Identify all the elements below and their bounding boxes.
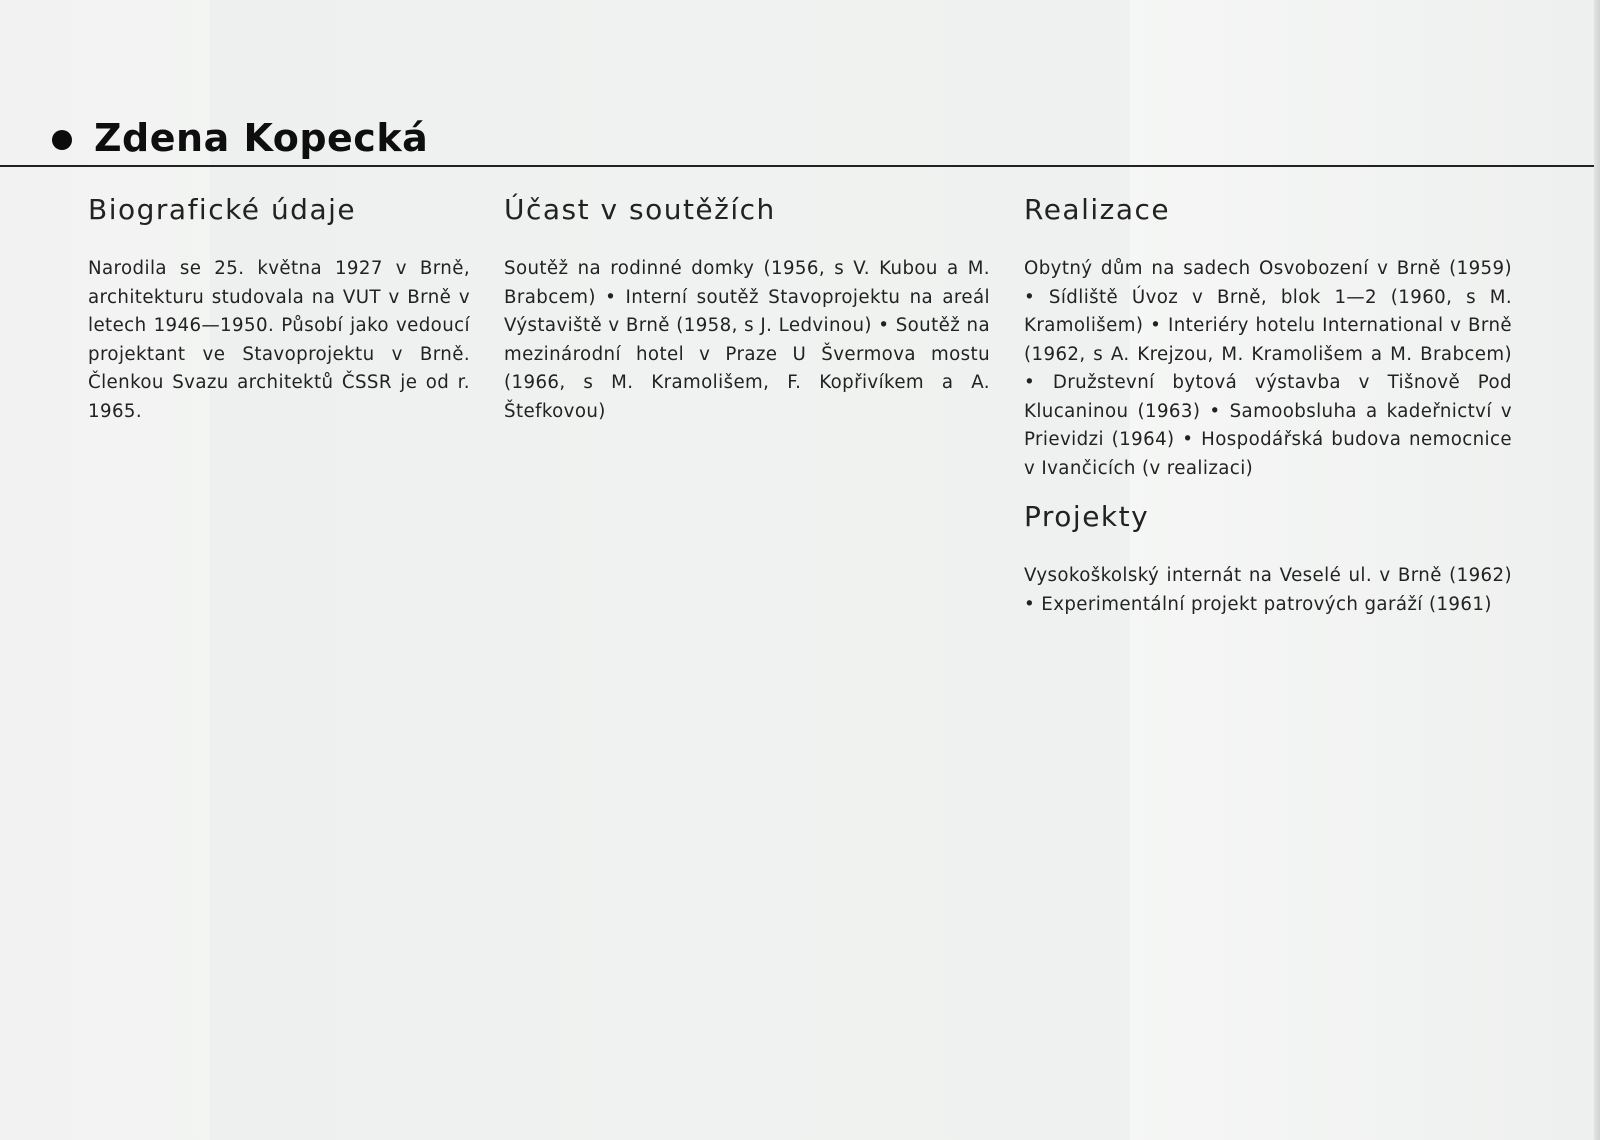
biography-section [88, 190, 470, 426]
show-through-image [210, 0, 1130, 1140]
biography-heading: Biografické údaje [88, 193, 357, 226]
competitions-text: Soutěž na rodinné domky (1956, s V. Kubou a M. Brabcem) • Interní soutěž Stavoprojektu na areál Výstaviště v Brně (1958, s J. Ledvinou) • Soutěž na mezinárodní hotel v Praze U Švermova mostu (1966, s M. Kramolišem, F. Kopřivíkem a A. Štefkovou) [504, 258, 990, 422]
competitions-section [504, 190, 990, 426]
realizations-projects-column [1024, 190, 1512, 619]
title-divider [0, 165, 1594, 167]
realizations-heading: Realizace [1024, 193, 1171, 226]
projects-text: Vysokoškolský internát na Veselé ul. v Brně (1962) • Experimentální projekt patrových garáží (1961) [1024, 565, 1512, 615]
title-row [52, 108, 428, 168]
competitions-heading: Účast v soutěžích [504, 193, 776, 226]
page-edge [1594, 0, 1600, 1140]
bullet-icon [52, 130, 72, 150]
page-title: Zdena Kopecká [94, 116, 429, 160]
realizations-text: Obytný dům na sadech Osvobození v Brně (1959) • Sídliště Úvoz v Brně, blok 1—2 (1960, s M. Kramolišem) • Interiéry hotelu International v Brně (1962, s A. Krejzou, M. Kramolišem a M. Brabcem) • Družstevní bytová výstavba v Tišnově Pod Klucaninou (1963) • Samoobsluha a kadeřnictví v Prievidzi (1964) • Hospodářská budova nemocnice v Ivančicích (v realizaci) [1024, 258, 1512, 479]
biography-text: Narodila se 25. května 1927 v Brně, architekturu studovala na VUT v Brně v letech 1946—1950. Působí jako vedoucí projektant ve Stavoprojektu v Brně. Členkou Svazu architektů ČSSR je od r. 1965. [88, 258, 470, 422]
projects-heading: Projekty [1024, 500, 1150, 533]
